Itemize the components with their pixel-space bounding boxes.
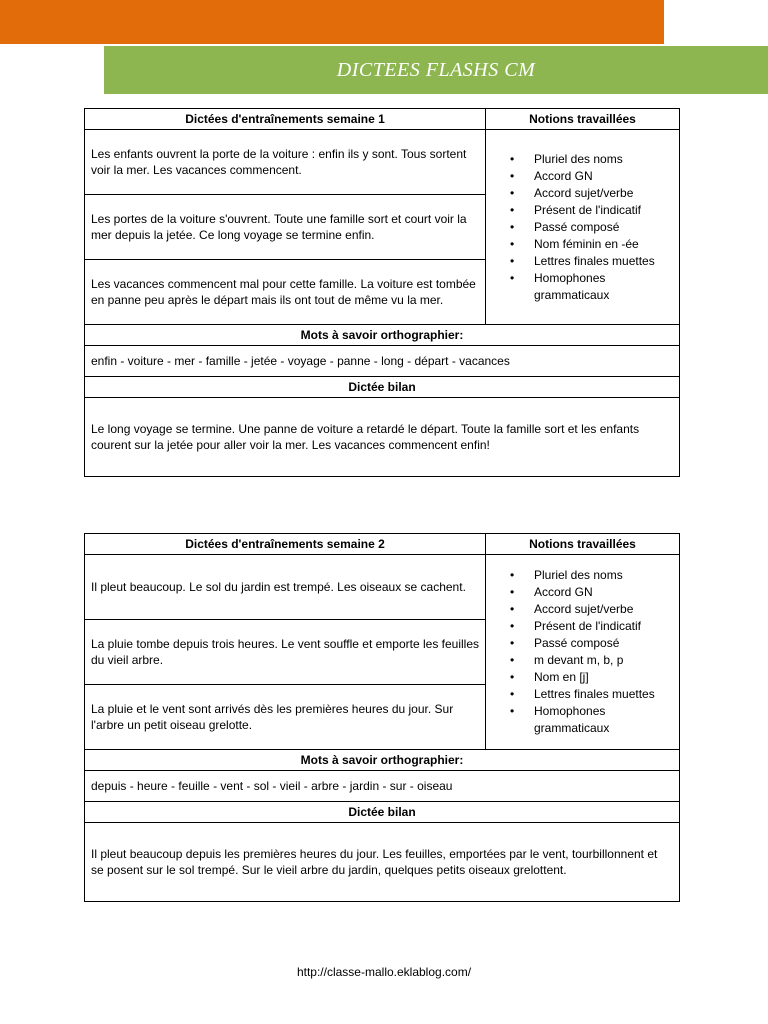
week-1-notion-item: • Accord sujet/verbe bbox=[534, 185, 673, 202]
week-2-notion-item: • Présent de l'indicatif bbox=[534, 618, 673, 635]
week-2-sentence-1: Il pleut beaucoup. Le sol du jardin est trempé. Les oiseaux se cachent. bbox=[85, 555, 486, 620]
week-1-words: enfin - voiture - mer - famille - jetée - voyage - panne - long - départ - vacances bbox=[85, 346, 680, 377]
week-2-notion-item: • Nom en [j] bbox=[534, 669, 673, 686]
week-1-notion-item: • Pluriel des noms bbox=[534, 151, 673, 168]
week-2-sentence-3: La pluie et le vent sont arrivés dès les premières heures du jour. Sur l'arbre un petit oiseau grelotte. bbox=[85, 685, 486, 750]
week-1-sentence-3: Les vacances commencent mal pour cette famille. La voiture est tombée en panne peu après le départ mais ils ont tout de même vu la mer. bbox=[85, 260, 486, 325]
orange-header-bar bbox=[0, 0, 664, 44]
week-1-bilan-header: Dictée bilan bbox=[85, 377, 680, 398]
week-1-sentence-2: Les portes de la voiture s'ouvrent. Toute une famille sort et court voir la mer depuis la jetée. Ce long voyage se termine enfin. bbox=[85, 195, 486, 260]
week-2-bilan: Il pleut beaucoup depuis les premières heures du jour. Les feuilles, emportées par le vent, tourbillonnent et se posent sur le sol trempé. Sur le vieil arbre du jardin, quelques petits oiseaux grelottent. bbox=[85, 823, 680, 902]
week-1-notion-item: • Homophones grammaticaux bbox=[534, 270, 673, 304]
week-1-notion-item: • Présent de l'indicatif bbox=[534, 202, 673, 219]
week-2-words: depuis - heure - feuille - vent - sol - vieil - arbre - jardin - sur - oiseau bbox=[85, 771, 680, 802]
week-2-notion-item: • Accord GN bbox=[534, 584, 673, 601]
week-2-notion-item: • Lettres finales muettes bbox=[534, 686, 673, 703]
week-2-sentence-2: La pluie tombe depuis trois heures. Le vent souffle et emporte les feuilles du vieil arbre. bbox=[85, 620, 486, 685]
week-2-notion-item: • Homophones grammaticaux bbox=[534, 703, 673, 737]
week-2-table bbox=[84, 533, 680, 902]
week-1-sentence-1: Les enfants ouvrent la porte de la voiture : enfin ils y sont. Tous sortent voir la mer. Les vacances commencent. bbox=[85, 130, 486, 195]
week-2-words-header: Mots à savoir orthographier: bbox=[85, 750, 680, 771]
week-2-notions bbox=[486, 555, 680, 750]
week-1-header-right: Notions travaillées bbox=[486, 109, 680, 130]
week-2-notion-item: • Accord sujet/verbe bbox=[534, 601, 673, 618]
week-2-header-left: Dictées d'entraînements semaine 2 bbox=[85, 534, 486, 555]
week-2-notion-item: • Passé composé bbox=[534, 635, 673, 652]
week-2-header-right: Notions travaillées bbox=[486, 534, 680, 555]
week-2-notion-item: • m devant m, b, p bbox=[534, 652, 673, 669]
week-1-notions bbox=[486, 130, 680, 325]
week-1-notion-item: • Passé composé bbox=[534, 219, 673, 236]
title-banner bbox=[104, 46, 768, 94]
week-1-header-left: Dictées d'entraînements semaine 1 bbox=[85, 109, 486, 130]
week-1-notion-item: • Lettres finales muettes bbox=[534, 253, 673, 270]
week-2-notion-item: • Pluriel des noms bbox=[534, 567, 673, 584]
week-1-notion-item: • Nom féminin en -ée bbox=[534, 236, 673, 253]
week-1-table bbox=[84, 108, 680, 477]
page-title: DICTEES FLASHS CM bbox=[336, 58, 536, 81]
footer-url[interactable]: http://classe-mallo.eklablog.com/ bbox=[296, 965, 472, 979]
week-2-bilan-header: Dictée bilan bbox=[85, 802, 680, 823]
week-1-words-header: Mots à savoir orthographier: bbox=[85, 325, 680, 346]
week-1-notion-item: • Accord GN bbox=[534, 168, 673, 185]
week-1-bilan: Le long voyage se termine. Une panne de voiture a retardé le départ. Toute la famille sort et les enfants courent sur la jetée pour aller voir la mer. Les vacances commencent enfin! bbox=[85, 398, 680, 477]
